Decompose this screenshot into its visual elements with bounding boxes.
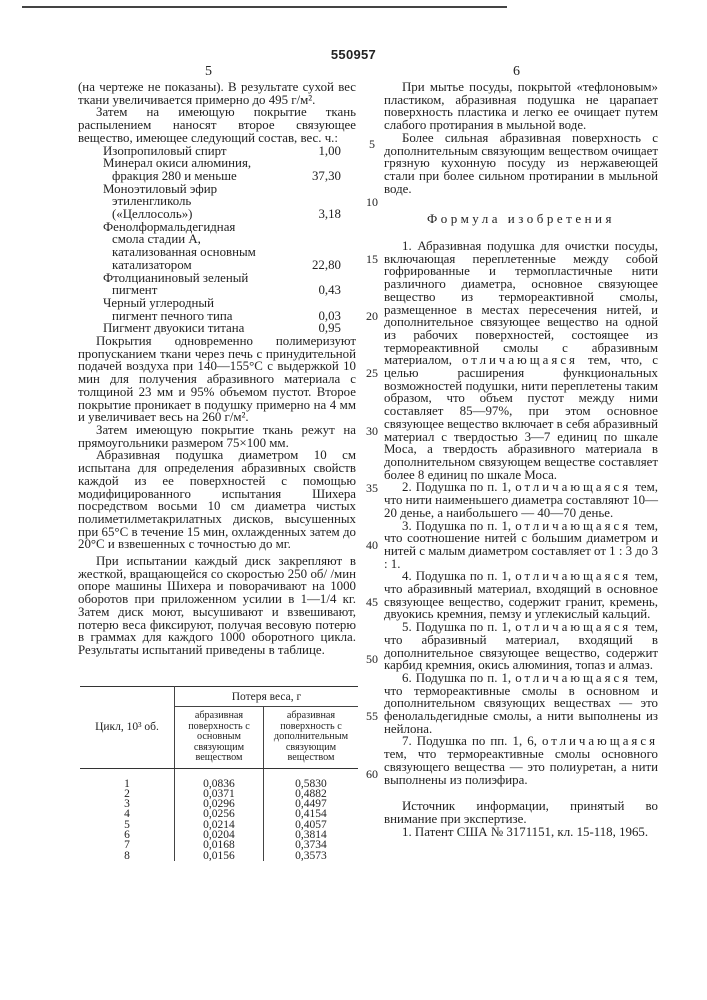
claim (384, 621, 658, 672)
table-row (80, 851, 358, 861)
claim-text: 1. Абразивная подушка для очистки посуды, включающая переплетенные между собой гофрированные и термопластичные нити различного диаметра, основное связующее вещество из термореактивной смолы, размещенное в местах пересечения нитей, и дополнительное связующее вещество на одной из рабочих поверхностей, состоящее из термореактивной смолы с абразивным материалом, (384, 239, 658, 368)
source-intro: Источник информации, принятый во внимание при экспертизе. (384, 799, 658, 826)
results-table (80, 686, 358, 861)
component-amount: 22,80 (311, 257, 341, 272)
component-name-line: катализованная основным (112, 245, 256, 260)
paragraph: (на чертеже не показаны). В результате сухой вес ткани увеличивается примерно до 495 г/м². (78, 80, 356, 107)
table-header-main-binder: абразивная поверхность с основным связующим веществом (175, 707, 264, 769)
claim (384, 520, 658, 571)
additional-binder-cell: 0,4882 (263, 789, 358, 799)
additional-binder-cell: 0,4154 (263, 809, 358, 819)
claim-distinguishing-word: отличающаяся (515, 670, 632, 685)
cycle-cell: 2 (124, 787, 130, 800)
top-rule (22, 6, 507, 8)
cycle-cell: 6 (124, 828, 130, 841)
claim-text: 7. Подушка по пп. 1, 6, (402, 734, 543, 749)
line-number: 30 (366, 424, 378, 438)
table-header-weight-loss: Потеря веса, г (175, 687, 358, 707)
main-binder-cell: 0,0296 (175, 799, 264, 809)
claim-text: 6. Подушка по п. 1, (402, 670, 516, 685)
right-page-number: 6 (513, 64, 520, 79)
component-amount: 3,18 (318, 207, 341, 222)
component-name-line: катализатором (112, 257, 192, 272)
paragraph: Затем имеющую покрытие ткань режут на прямоугольники размером 75×100 мм. (78, 422, 356, 450)
component-name-line: Фенолформальдегидная (103, 219, 236, 234)
component-name-line: («Целлосоль») (112, 207, 193, 222)
component-name-line: Минерал окиси алюминия, (103, 156, 252, 171)
component-amount: 0,95 (318, 321, 341, 336)
line-number: 45 (366, 595, 378, 609)
cycle-cell: 1 (124, 777, 130, 790)
component-name-line: пигмент печного типа (112, 308, 233, 323)
line-number: 40 (366, 538, 378, 552)
component-name-line: Черный углеродный (103, 295, 214, 310)
claim-text: 5. Подушка по п. 1, (402, 620, 516, 635)
additional-binder-cell: 0,3814 (263, 830, 358, 840)
cycle-cell: 7 (124, 839, 130, 852)
composition-item (103, 297, 341, 322)
cycle-cell: 4 (124, 808, 130, 821)
additional-binder-cell: 0,3573 (263, 851, 358, 861)
component-name (103, 157, 283, 182)
paragraph: Покрытия одновременно полимеризуют пропусканием ткани через печь с принудительной подачей воздуха при 140—155°С с выдержкой 10 мин для получения абразивного материала с толщиной 23 мм и 95% объемом пустот. Второе покрытие проникает в подушку примерно на 4 мм и увеличивает весь на 260 г/м². (78, 334, 356, 425)
line-number: 15 (366, 252, 378, 266)
claim-text: 3. Подушка по п. 1, (402, 518, 516, 533)
line-number: 35 (366, 481, 378, 495)
line-number: 5 (369, 137, 375, 151)
main-binder-cell: 0,0204 (175, 830, 264, 840)
line-number: 25 (366, 366, 378, 380)
component-name (103, 183, 283, 221)
claim-text: тем, что, с целью расширения функциональных возможностей подушки, нити переплетены таким образом, что объем пустот между ними составляет 85—97%, при этом основное связующее вещество включает в себя абразивный материал с твердостью 3—7 единиц по шкале Моса, а твердость абразивного материала в дополнительном связующем веществе составляет более 8 единиц по шкале Моса. (384, 353, 658, 482)
paragraph: При испытании каждый диск закрепляют в жесткой, вращающейся со скоростью 250 об/ /мин опоре машины Шихера и поворачивают на 1000 оборотов при приложенном усилии в 1—1/4 кг. Затем диск моют, высушивают и взвешивают, потерю веса фиксируют, получая весовую потерю в граммах для каждого 1000 оборотного цикла. Результаты испытаний приведены в таблице. (78, 554, 356, 657)
claim (384, 481, 658, 519)
table-header-additional-binder: абразивная поверхность с дополнительным связующим веществом (263, 707, 358, 769)
claim-text: тем, что соотношение нитей с большим диаметром и нитей с малым диаметром составляет от 1 : 3 до 3 : 1. (384, 518, 658, 571)
line-number: 60 (366, 767, 378, 781)
component-name-line: Изопропиловый спирт (103, 143, 227, 158)
additional-binder-cell: 0,5830 (263, 768, 358, 789)
component-amount: 0,03 (318, 308, 341, 323)
composition-item (103, 272, 341, 297)
claim-text: тем, что абразивный материал, входящий в основное связующее вещество, содержит гранит, кремень, двуокись кремния, пемзу и углекислый кальций. (384, 569, 658, 622)
patent-number: 550957 (330, 47, 377, 62)
main-binder-cell: 0,0156 (175, 851, 264, 861)
component-name-line: этиленгликоль (112, 194, 192, 209)
claim (384, 570, 658, 621)
table-row (80, 768, 358, 789)
line-number: 10 (366, 195, 378, 209)
component-amount: 0,43 (318, 283, 341, 298)
line-number: 50 (366, 652, 378, 666)
claim-text: тем, что нити наименьшего диаметра составляют 10—20 денье, а наибольшего — 40—70 денье. (384, 480, 658, 520)
composition-item (103, 183, 341, 221)
paragraph: Более сильная абразивная поверхность с дополнительным связующим веществом очищает грязную кухонную посуду из нержавеющей стали при более сильном протирании в мыльной воде. (384, 130, 658, 196)
composition-item (103, 157, 341, 182)
left-page-number: 5 (205, 64, 212, 79)
component-name-line: Пигмент двуокиси титана (103, 321, 245, 336)
additional-binder-cell: 0,4497 (263, 799, 358, 809)
claim-distinguishing-word: отличающаяся (515, 620, 632, 635)
paragraph: При мытье посуды, покрытой «тефлоновым» пластиком, абразивная подушка не царапает поверхность пластика и легко ее очищает путем слабого протирания в мыльной воде. (384, 80, 658, 133)
component-name-line: Фтолцианиновый зеленый (103, 270, 249, 285)
component-name (103, 221, 283, 272)
component-name (103, 297, 283, 322)
left-column (78, 81, 356, 657)
additional-binder-cell: 0,4057 (263, 820, 358, 830)
paragraph: Абразивная подушка диаметром 10 см испытана для определения абразивных свойств каждой из ее поверхностей с помощью модифицированного испытания Шихера посредством восьми 10 см диаметра чистых полиметилметакрилатных дисков, высушенных при 65°С в течение 15 мин, охлажденных затем до 20°С и взвешенных с точностью до мг. (78, 448, 356, 552)
additional-binder-cell: 0,3734 (263, 840, 358, 850)
component-name-line: Моноэтиловый эфир (103, 181, 218, 196)
claim-text: тем, что абразивный материал, входящий в дополнительное связующее вещество, содержит карбид кремния, окись алюминия, топаз и алмаз. (384, 620, 658, 673)
claims-list (384, 240, 658, 786)
claim-text: 4. Подушка по п. 1, (402, 569, 516, 584)
claim-distinguishing-word: отличающаяся (515, 480, 632, 495)
component-amount: 1,00 (318, 143, 341, 158)
main-binder-cell: 0,0836 (175, 768, 264, 789)
claim (384, 672, 658, 736)
component-name-line: фракция 280 и меньше (112, 168, 237, 183)
composition-list (103, 145, 341, 336)
cycle-cell: 8 (124, 849, 130, 862)
claim-distinguishing-word: отличающаяся (515, 518, 632, 533)
claim-distinguishing-word: отличающаяся (542, 734, 658, 749)
cycle-cell: 5 (124, 818, 130, 831)
component-amount: 37,30 (311, 168, 341, 183)
cycle-cell: 3 (124, 798, 130, 811)
main-binder-cell: 0,0371 (175, 789, 264, 799)
claim-text: 2. Подушка по п. 1, (402, 480, 516, 495)
line-number: 55 (366, 709, 378, 723)
claim (384, 735, 658, 786)
claim-text: тем, что термореактивные смолы в основном и дополнительном связующих веществах — это фенолальдегидные смолы, а нити выполнены из нейлона. (384, 670, 658, 736)
paragraph: Затем на имеющую покрытие ткань распылением наносят второе связующее вещество, имеющее следующий состав, вес. ч.: (78, 105, 356, 145)
claim-distinguishing-word: отличающаяся (515, 569, 632, 584)
source-item: 1. Патент США № 3171151, кл. 15-118, 1965. (402, 824, 649, 839)
claim-text: тем, что термореактивные смолы основного связующего вещества — это полиуретан, а нити выполнены из полиэфира. (384, 747, 658, 787)
table-header-cycle: Цикл, 10³ об. (80, 687, 175, 769)
claims-heading: Формула изобретения (427, 211, 615, 227)
main-binder-cell: 0,0214 (175, 820, 264, 830)
claim (384, 240, 658, 481)
right-column (384, 81, 658, 838)
composition-item (103, 221, 341, 272)
component-name (103, 272, 283, 297)
main-binder-cell: 0,0168 (175, 840, 264, 850)
line-number: 20 (366, 309, 378, 323)
main-binder-cell: 0,0256 (175, 809, 264, 819)
component-name-line: смола стадии А, (112, 232, 201, 247)
claim-distinguishing-word: отличающаяся (461, 353, 578, 368)
component-name-line: пигмент (112, 283, 158, 298)
